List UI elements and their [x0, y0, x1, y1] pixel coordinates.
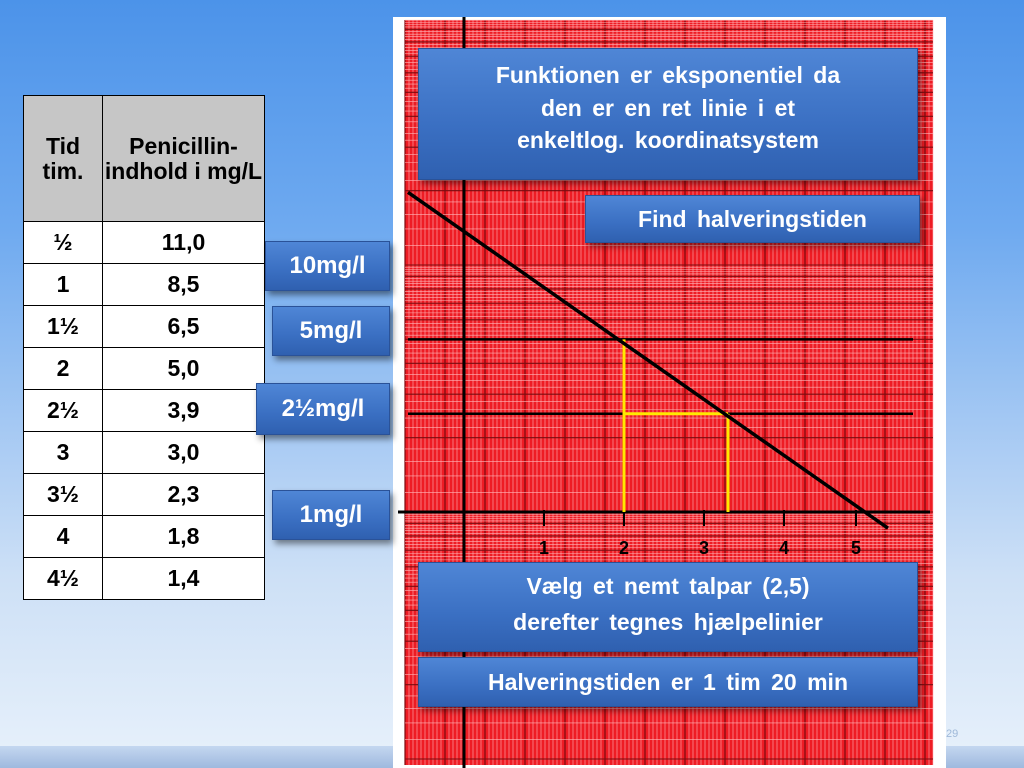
x-tick-label-5: 5 [850, 538, 862, 558]
x-tick-label-4: 4 [778, 538, 790, 558]
x-tick-label-2: 2 [618, 538, 630, 558]
time-cell: 2½ [24, 390, 103, 432]
header-content: Penicillin-indhold i mg/L [103, 96, 265, 222]
content-cell: 3,0 [103, 432, 265, 474]
content-cell: 1,4 [103, 558, 265, 600]
content-cell: 6,5 [103, 306, 265, 348]
time-cell: 1½ [24, 306, 103, 348]
level-label-5: 5mg/l [272, 306, 390, 356]
time-cell: ½ [24, 222, 103, 264]
table-row [24, 306, 265, 348]
table-row [24, 516, 265, 558]
table-row [24, 222, 265, 264]
time-cell: 2 [24, 348, 103, 390]
info-line-2: den er en ret linie i et [540, 94, 796, 121]
content-cell: 8,5 [103, 264, 265, 306]
find-box: Find halveringstiden [585, 195, 920, 243]
level-label-10: 10mg/l [265, 241, 390, 291]
content-cell: 3,9 [103, 390, 265, 432]
slide-number: 29 [946, 728, 959, 740]
content-cell: 1,8 [103, 516, 265, 558]
header-time: Tid tim. [24, 96, 103, 222]
x-tick-label-1: 1 [538, 538, 550, 558]
content-cell: 5,0 [103, 348, 265, 390]
table-row [24, 474, 265, 516]
choose-line-1: Vælg et nemt talpar (2,5) [526, 573, 810, 599]
info-line-1: Funktionen er eksponentiel da [495, 62, 841, 88]
table-row [24, 558, 265, 600]
level-label-2-5: 2½mg/l [256, 383, 390, 435]
table-header-row [24, 96, 265, 222]
time-cell: 4½ [24, 558, 103, 600]
content-cell: 2,3 [103, 474, 265, 516]
choose-box [418, 562, 918, 652]
time-cell: 1 [24, 264, 103, 306]
x-tick-label-3: 3 [698, 538, 710, 558]
table-row [24, 432, 265, 474]
content-cell: 11,0 [103, 222, 265, 264]
time-cell: 4 [24, 516, 103, 558]
choose-line-2: derefter tegnes hjælpelinier [513, 608, 823, 635]
time-cell: 3 [24, 432, 103, 474]
result-box: Halveringstiden er 1 tim 20 min [418, 657, 918, 707]
penicillin-table [23, 95, 265, 600]
table-row [24, 348, 265, 390]
info-line-3: enkeltlog. koordinatsystem [517, 127, 819, 154]
table-row [24, 390, 265, 432]
level-label-1: 1mg/l [272, 490, 390, 540]
info-box [418, 48, 918, 180]
time-cell: 3½ [24, 474, 103, 516]
table-row [24, 264, 265, 306]
